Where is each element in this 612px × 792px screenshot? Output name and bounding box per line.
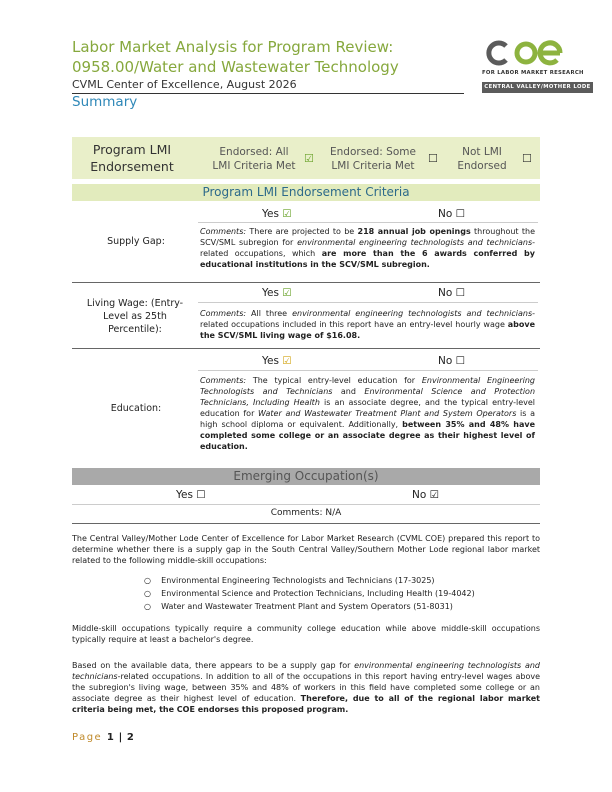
conclusion-paragraph: Based on the available data, there appears to be a supply gap for environmental engineering technologists and technicians-related occupations. In addition to all of the occupations in this report having entry-level wages above the subregion's living wage, between 35% and 48% of workers in this field have completed some college or an associate degree as their highest level of education. Therefore, due to all of the regional labor market criteria being met, the COE endorses this proposed program. <box>72 661 540 714</box>
living-wage-no: No ☐ <box>438 287 466 299</box>
page-footer: Page 1 | 2 <box>72 732 134 743</box>
education-comment: Comments: The typical entry-level education for Environmental Engineering Technologists and Technicians and Environmental Science and Protection Technicians, Including Health is an associate degree, and the typical entry-level education for Water and Wastewater Treatment Plant and System Operators is a high school diploma or equivalent. Additionally, between 35% and 48% have completed some college or an associate degree as their highest level of education. <box>200 376 536 451</box>
emerging-yes: Yes ☐ <box>176 489 206 501</box>
education-no: No ☐ <box>438 355 466 367</box>
education-divider <box>198 370 538 371</box>
living-wage-divider <box>198 302 538 303</box>
education-yes: Yes ☑ <box>262 355 292 367</box>
criteria-heading: Program LMI Endorsement Criteria <box>72 184 540 201</box>
living-wage-yes: Yes ☑ <box>262 287 292 299</box>
living-wage-yes-checkbox[interactable]: ☑ <box>282 287 292 299</box>
occupation-item: ○ Environmental Science and Protection Technicians, Including Health (19-4042) <box>144 589 475 598</box>
education-no-checkbox[interactable]: ☐ <box>455 355 466 367</box>
endorse-option-all: Endorsed: All LMI Criteria Met <box>212 146 296 172</box>
middle-skill-paragraph: Middle-skill occupations typically require a community college education while above middle-skill occupations typically require at least a bachelor's degree. <box>72 624 540 644</box>
education-yes-checkbox[interactable]: ☑ <box>282 355 292 367</box>
emerging-divider <box>72 504 540 505</box>
supply-gap-label: Supply Gap: <box>107 236 165 247</box>
coe-logo-mark <box>480 38 592 68</box>
report-title-line2: 0958.00/Water and Wastewater Technology <box>72 58 399 76</box>
living-wage-comment: Comments: All three environmental engineering technologists and technicians-related occupations included in this report have an entry-level hourly wage above the SCV/SML living wage of $16.08. <box>200 309 535 340</box>
supply-gap-no: No ☐ <box>438 208 466 220</box>
logo-tagline: FOR LABOR MARKET RESEARCH <box>482 70 584 76</box>
endorse-some-checkbox[interactable]: ☐ <box>428 152 438 165</box>
living-wage-no-checkbox[interactable]: ☐ <box>455 287 466 299</box>
supply-gap-divider <box>198 222 538 223</box>
education-label: Education: <box>110 403 162 414</box>
endorse-option-not: Not LMI Endorsed <box>457 146 507 172</box>
supply-gap-yes: Yes ☑ <box>262 208 292 220</box>
table-bottom-border <box>72 523 540 524</box>
supply-gap-no-checkbox[interactable]: ☐ <box>455 208 466 220</box>
report-subtitle: CVML Center of Excellence, August 2026 <box>72 78 297 91</box>
living-wage-label: Living Wage: (Entry-Level as 25th Percentile): <box>86 298 184 335</box>
row-divider-1 <box>72 282 540 283</box>
occupation-item: ○ Water and Wastewater Treatment Plant and System Operators (51-8031) <box>144 602 453 611</box>
emerging-heading: Emerging Occupation(s) <box>72 468 540 485</box>
supply-gap-yes-checkbox[interactable]: ☑ <box>282 208 292 220</box>
occupation-item: ○ Environmental Engineering Technologists and Technicians (17-3025) <box>144 576 435 585</box>
endorse-not-checkbox[interactable]: ☐ <box>522 152 532 165</box>
intro-paragraph: The Central Valley/Mother Lode Center of Excellence for Labor Market Research (CVML COE) prepared this report to determine whether there is a supply gap in the South Central Valley/Southern Mother Lode regional labor market related to the following middle-skill occupations: <box>72 534 540 565</box>
endorse-all-checkbox[interactable]: ☑ <box>304 152 314 165</box>
endorsement-title: Program LMI Endorsement <box>90 142 174 174</box>
emerging-comment: Comments: N/A <box>270 508 342 518</box>
page-total: 2 <box>126 732 134 743</box>
emerging-yes-checkbox[interactable]: ☐ <box>196 489 206 501</box>
logo-region: CENTRAL VALLEY/MOTHER LODE <box>482 82 593 93</box>
section-heading: Summary <box>72 94 138 110</box>
supply-gap-comment: Comments: There are projected to be 218 annual job openings throughout the SCV/SML subregion for environmental engineering technologists and technicians-related occupations, which are more than the 6 awards conferred by educational institutions in the SCV/SML subregion. <box>200 227 536 269</box>
page-number: 1 <box>106 732 114 743</box>
row-divider-2 <box>72 348 540 349</box>
emerging-no-checkbox[interactable]: ☑ <box>429 489 440 501</box>
endorse-option-some: Endorsed: Some LMI Criteria Met <box>330 146 416 172</box>
emerging-no: No ☑ <box>412 489 440 501</box>
report-title-line1: Labor Market Analysis for Program Review: <box>72 38 394 56</box>
